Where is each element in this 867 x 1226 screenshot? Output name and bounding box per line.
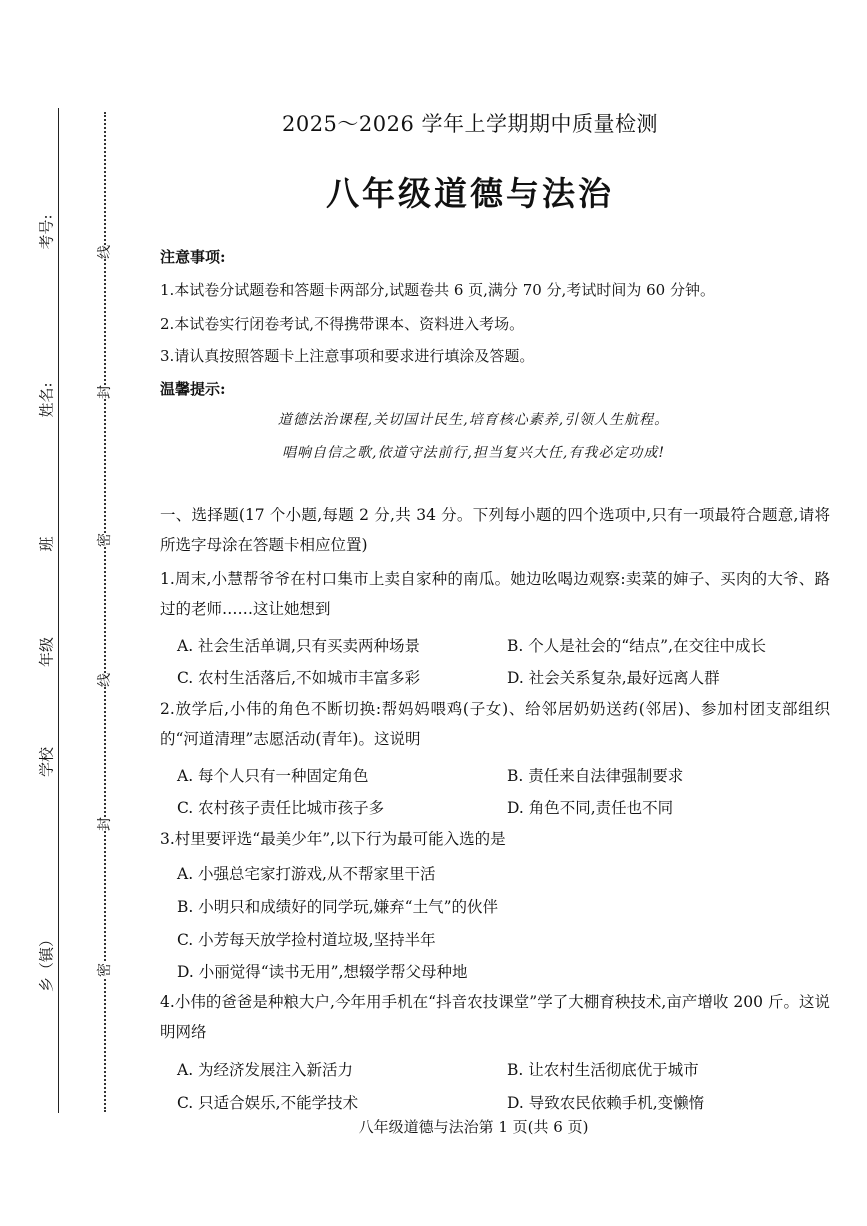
option-b: B. 让农村生活彻底优于城市 (507, 1061, 699, 1079)
notes-heading: 注意事项: (160, 248, 226, 266)
seal-char-secret: 密 (92, 963, 116, 977)
option-a: A. 为经济发展注入新活力 (177, 1061, 354, 1079)
exam-title: 2025～2026 学年上学期期中质量检测 (281, 112, 659, 136)
option-d: D. 角色不同,责任也不同 (507, 799, 674, 817)
tip-line: 唱响自信之歌,依道守法前行,担当复兴大任,有我必定功成! (282, 445, 665, 461)
exam-number-label: 考号: (37, 214, 56, 250)
seal-char-secret: 密 (92, 533, 116, 547)
option-a: A. 每个人只有一种固定角色 (177, 767, 369, 785)
question-stem: 3.村里要评选“最美少年”,以下行为最可能入选的是 (160, 830, 506, 848)
option-b: B. 小明只和成绩好的同学玩,嫌弃“土气”的伙伴 (177, 898, 499, 916)
option-c: C. 农村孩子责任比城市孩子多 (177, 799, 385, 817)
question-stem: 2.放学后,小伟的角色不断切换:帮妈妈喂鸡(子女)、给邻居奶奶送药(邻居)、参加村团支部组织的“河道清理”志愿活动(青年)。这说明 (160, 700, 830, 748)
section-intro: 一、选择题(17 个小题,每题 2 分,共 34 分。下列每小题的四个选项中,只有一项最符合题意,请将所选字母涂在答题卡相应位置) (160, 506, 830, 554)
tip-line: 道德法治课程,关切国计民生,培育核心素养,引领人生航程。 (277, 412, 670, 428)
option-c: C. 农村生活落后,不如城市丰富多彩 (177, 669, 421, 687)
note-item: 1.本试卷分试题卷和答题卡两部分,试题卷共 6 页,满分 70 分,考试时间为 60 分钟。 (160, 281, 715, 299)
note-item: 2.本试卷实行闭卷考试,不得携带课本、资料进入考场。 (160, 315, 525, 333)
seal-dotted-line (104, 112, 106, 1112)
school-label: 学校 (37, 746, 56, 778)
option-d: D. 小丽觉得“读书无用”,想辍学帮父母种地 (177, 963, 468, 981)
option-a: A. 小强总宅家打游戏,从不帮家里干活 (177, 865, 436, 883)
option-d: D. 导致农民依赖手机,变懒惰 (507, 1094, 705, 1112)
option-b: B. 责任来自法律强制要求 (507, 767, 684, 785)
class-label: 班 (37, 536, 56, 552)
seal-char-line: 线 (92, 673, 116, 687)
option-c: C. 小芳每天放学捡村道垃圾,坚持半年 (177, 931, 436, 949)
page-footer: 八年级道德与法治第 1 页(共 6 页) (358, 1118, 589, 1136)
subject-title: 八年级道德与法治 (326, 174, 614, 213)
grade-label: 年级 (37, 636, 56, 668)
option-d: D. 社会关系复杂,最好远离人群 (507, 669, 720, 687)
tips-heading: 温馨提示: (160, 380, 226, 398)
option-a: A. 社会生活单调,只有买卖两种场景 (177, 637, 420, 655)
option-c: C. 只适合娱乐,不能学技术 (177, 1094, 359, 1112)
question-stem: 4.小伟的爸爸是种粮大户,今年用手机在“抖音农技课堂”学了大棚育秧技术,亩产增收 200 斤。这说明网络 (160, 993, 830, 1041)
note-item: 3.请认真按照答题卡上注意事项和要求进行填涂及答题。 (160, 347, 535, 365)
question-stem: 1.周末,小慧帮爷爷在村口集市上卖自家种的南瓜。她边吆喝边观察:卖菜的婶子、买肉的大爷、路过的老师……这让她想到 (160, 570, 830, 618)
seal-char-seal: 封 (92, 385, 116, 399)
name-label: 姓名: (37, 382, 56, 418)
township-label: 乡（镇） (37, 931, 56, 993)
option-b: B. 个人是社会的“结点”,在交往中成长 (507, 637, 767, 655)
seal-char-line: 线 (92, 245, 116, 259)
seal-char-seal: 封 (92, 817, 116, 831)
binding-solid-line (58, 108, 59, 1113)
